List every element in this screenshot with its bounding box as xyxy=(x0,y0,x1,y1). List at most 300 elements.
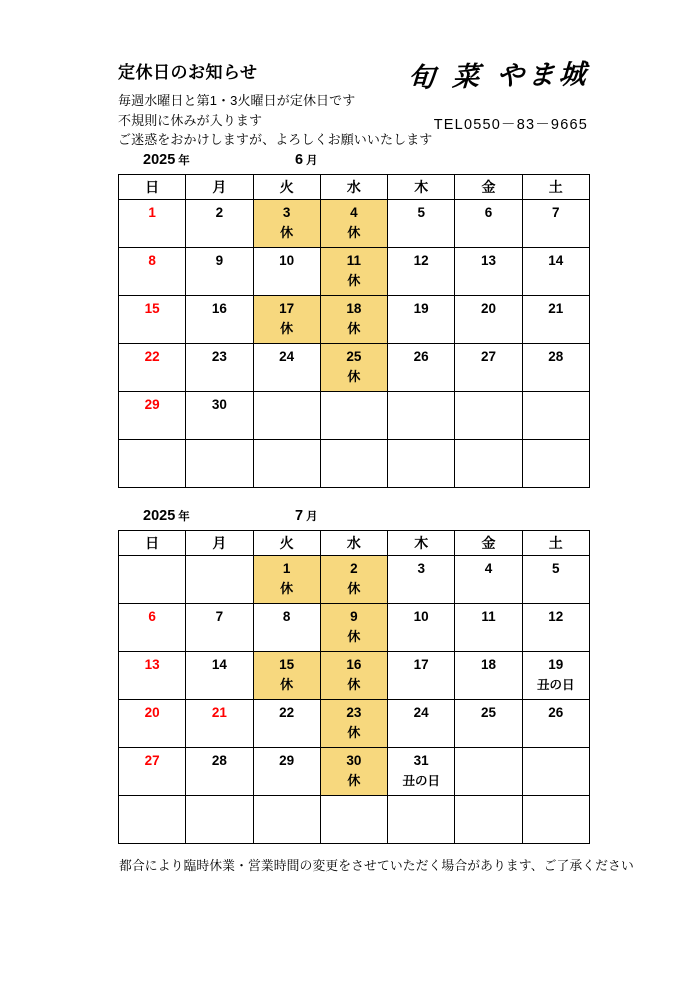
day-number: 13 xyxy=(480,253,496,268)
day-cell-content xyxy=(455,796,521,843)
day-number: 22 xyxy=(279,705,295,720)
calendar-day-cell-july-29[interactable] xyxy=(253,748,320,796)
calendar-day-cell-june-11[interactable] xyxy=(320,248,387,296)
day-cell-content xyxy=(254,796,320,843)
day-number: 5 xyxy=(551,561,560,576)
day-cell-content xyxy=(119,604,185,651)
calendar-day-cell-june-5[interactable] xyxy=(388,200,455,248)
day-number xyxy=(523,796,589,801)
day-cell-content xyxy=(254,296,320,343)
day-number xyxy=(523,392,589,397)
calendar-day-cell-june-7[interactable] xyxy=(522,200,589,248)
calendar-month-june xyxy=(295,152,318,168)
day-cell-content xyxy=(455,344,521,391)
weekday-header-sun: 日 xyxy=(119,175,186,200)
day-cell-content xyxy=(388,652,454,699)
calendar-day-cell-july-16[interactable] xyxy=(320,652,387,700)
day-number: 24 xyxy=(279,349,295,364)
telephone-number: TEL0550－83－9665 xyxy=(433,117,588,133)
calendar-day-cell-july-17[interactable] xyxy=(388,652,455,700)
calendar-day-cell-june-3[interactable] xyxy=(253,200,320,248)
weekday-header-row xyxy=(119,531,590,556)
day-number: 5 xyxy=(417,205,425,220)
calendar-day-cell-july-21[interactable] xyxy=(186,700,253,748)
calendar-week-row xyxy=(119,344,590,392)
calendar-day-cell-july-30[interactable] xyxy=(320,748,387,796)
calendar-day-cell-july-6[interactable] xyxy=(119,604,186,652)
weekday-header-tue: 火 xyxy=(253,531,320,556)
calendar-day-cell-empty xyxy=(455,440,522,488)
day-number: 29 xyxy=(279,753,295,768)
day-number: 25 xyxy=(346,349,362,364)
closed-mark: 休 xyxy=(347,629,361,644)
calendar-day-cell-empty xyxy=(522,796,589,844)
calendar-day-cell-june-6[interactable] xyxy=(455,200,522,248)
notice-line-2: 不規則に休みが入ります xyxy=(118,112,263,128)
calendar-day-cell-empty xyxy=(253,796,320,844)
day-number: 8 xyxy=(148,253,156,268)
calendar-day-cell-july-22[interactable] xyxy=(253,700,320,748)
calendar-day-cell-july-5[interactable] xyxy=(522,556,589,604)
day-number: 28 xyxy=(548,349,564,364)
calendar-day-cell-july-23[interactable] xyxy=(320,700,387,748)
day-cell-content xyxy=(455,200,521,247)
calendar-day-cell-empty xyxy=(388,392,455,440)
weekday-header-thu: 木 xyxy=(388,531,455,556)
calendar-week-row xyxy=(119,248,590,296)
month-unit-label: 月 xyxy=(306,511,318,523)
day-cell-content xyxy=(388,344,454,391)
calendar-day-cell-june-25[interactable] xyxy=(320,344,387,392)
day-number: 12 xyxy=(413,253,429,268)
day-number: 6 xyxy=(148,609,156,624)
calendar-day-cell-july-10[interactable] xyxy=(388,604,455,652)
day-number: 18 xyxy=(346,301,362,316)
calendar-day-cell-july-3[interactable] xyxy=(388,556,455,604)
calendar-day-cell-june-22[interactable] xyxy=(119,344,186,392)
closed-mark: 休 xyxy=(347,225,361,240)
day-cell-content xyxy=(254,700,320,747)
calendar-day-cell-july-27[interactable] xyxy=(119,748,186,796)
day-number: 10 xyxy=(413,609,429,624)
calendar-day-cell-june-29[interactable] xyxy=(119,392,186,440)
calendar-day-cell-empty xyxy=(186,440,253,488)
calendar-day-cell-june-20[interactable] xyxy=(455,296,522,344)
weekday-header-sat: 土 xyxy=(522,175,589,200)
day-number: 6 xyxy=(484,205,493,220)
day-cell-content xyxy=(119,748,185,795)
calendar-day-cell-empty xyxy=(455,796,522,844)
calendar-week-row xyxy=(119,556,590,604)
day-number: 26 xyxy=(413,349,429,364)
calendar-day-cell-empty xyxy=(388,796,455,844)
calendar-day-cell-june-24[interactable] xyxy=(253,344,320,392)
day-number: 14 xyxy=(211,657,227,672)
closed-mark: 休 xyxy=(347,273,361,288)
day-cell-content xyxy=(119,296,185,343)
calendar-day-cell-july-9[interactable] xyxy=(320,604,387,652)
day-number: 18 xyxy=(480,657,496,672)
day-number: 4 xyxy=(484,561,493,576)
day-number: 22 xyxy=(144,349,160,364)
calendar-day-cell-empty xyxy=(119,796,186,844)
calendar-day-cell-empty xyxy=(119,440,186,488)
day-cell-content xyxy=(523,652,589,699)
day-cell-content xyxy=(321,748,387,795)
calendar-caption-june xyxy=(118,152,582,174)
notice-line-3: ご迷惑をおかけしますが、よろしくお願いいたします xyxy=(118,132,433,147)
day-number: 15 xyxy=(279,657,295,672)
day-number xyxy=(186,440,252,445)
day-number: 24 xyxy=(413,705,429,720)
day-cell-content xyxy=(388,748,454,795)
day-cell-content xyxy=(254,248,320,295)
day-cell-content xyxy=(523,700,589,747)
day-number: 26 xyxy=(548,705,564,720)
day-cell-content xyxy=(186,296,252,343)
day-cell-content xyxy=(388,796,454,843)
calendar-day-cell-june-2[interactable] xyxy=(186,200,253,248)
day-cell-content xyxy=(321,344,387,391)
calendar-day-cell-empty xyxy=(522,392,589,440)
day-cell-content xyxy=(254,344,320,391)
notice-line-1: 毎週水曜日と第1・3火曜日が定休日です xyxy=(118,93,356,108)
day-cell-content xyxy=(321,440,387,487)
weekday-header-fri: 金 xyxy=(455,175,522,200)
day-cell-content xyxy=(455,700,521,747)
day-number xyxy=(321,392,387,397)
day-cell-content xyxy=(321,248,387,295)
closed-mark: 休 xyxy=(280,321,294,336)
calendar-day-cell-june-12[interactable] xyxy=(388,248,455,296)
day-number xyxy=(388,440,454,445)
day-number xyxy=(523,440,589,445)
calendar-day-cell-empty xyxy=(455,748,522,796)
day-cell-content xyxy=(388,200,454,247)
weekday-header-sat: 土 xyxy=(522,531,589,556)
day-cell-content xyxy=(186,700,252,747)
document-header xyxy=(118,58,591,148)
day-cell-content xyxy=(455,604,521,651)
brand-logo: 旬 菜 やま城 xyxy=(407,59,591,94)
calendar-week-row xyxy=(119,796,590,844)
day-cell-content xyxy=(119,344,185,391)
day-number: 1 xyxy=(148,205,156,220)
day-cell-content xyxy=(254,604,320,651)
day-cell-content xyxy=(523,748,589,795)
calendar-day-cell-june-26[interactable] xyxy=(388,344,455,392)
page-title: 定休日のお知らせ xyxy=(118,63,258,82)
calendar-day-cell-june-17[interactable] xyxy=(253,296,320,344)
calendar-day-cell-empty xyxy=(186,556,253,604)
day-cell-content xyxy=(523,796,589,843)
day-cell-content xyxy=(321,200,387,247)
day-cell-content xyxy=(186,440,252,487)
day-number: 27 xyxy=(480,349,496,364)
calendar-day-cell-june-15[interactable] xyxy=(119,296,186,344)
day-number: 7 xyxy=(215,609,224,624)
closed-mark: 休 xyxy=(347,677,361,692)
calendar-day-cell-july-26[interactable] xyxy=(522,700,589,748)
weekday-header-row xyxy=(119,175,590,200)
day-cell-content xyxy=(523,200,589,247)
calendar-day-cell-june-21[interactable] xyxy=(522,296,589,344)
calendar-table-july xyxy=(118,530,590,844)
notice-text-block xyxy=(118,91,432,150)
footer-note: 都合により臨時休業・営業時間の変更をさせていただく場合があります、ご了承ください xyxy=(119,858,634,873)
calendar-day-cell-june-16[interactable] xyxy=(186,296,253,344)
day-number: 7 xyxy=(551,205,560,220)
day-number: 3 xyxy=(282,205,291,220)
day-number: 20 xyxy=(144,705,160,720)
calendar-day-cell-empty xyxy=(320,796,387,844)
calendar-day-cell-july-1[interactable] xyxy=(253,556,320,604)
day-cell-content xyxy=(455,652,521,699)
day-cell-content xyxy=(523,248,589,295)
day-number xyxy=(523,748,589,753)
day-number xyxy=(455,440,521,445)
day-number xyxy=(321,796,387,801)
calendar-june xyxy=(118,152,582,488)
calendar-day-cell-empty xyxy=(253,440,320,488)
calendar-day-cell-empty xyxy=(320,440,387,488)
weekday-header-mon: 月 xyxy=(186,531,253,556)
day-cell-content xyxy=(119,556,185,603)
calendar-day-cell-empty xyxy=(253,392,320,440)
day-number: 28 xyxy=(211,753,227,768)
day-cell-content xyxy=(388,700,454,747)
day-cell-content xyxy=(523,344,589,391)
calendar-year-june xyxy=(143,152,190,168)
ox-day-note: 丑の日 xyxy=(536,678,575,692)
day-cell-content xyxy=(186,200,252,247)
day-cell-content xyxy=(254,652,320,699)
day-cell-content xyxy=(388,440,454,487)
day-number xyxy=(388,796,454,801)
calendar-day-cell-july-19[interactable] xyxy=(522,652,589,700)
weekday-header-thu: 木 xyxy=(388,175,455,200)
weekday-header-wed: 水 xyxy=(320,175,387,200)
calendar-week-row xyxy=(119,200,590,248)
day-number xyxy=(186,796,252,801)
day-number xyxy=(321,440,387,445)
weekday-header-tue: 火 xyxy=(253,175,320,200)
calendar-day-cell-empty xyxy=(119,556,186,604)
day-number: 19 xyxy=(413,301,429,316)
calendar-day-cell-july-31[interactable] xyxy=(388,748,455,796)
day-cell-content xyxy=(119,796,185,843)
day-number: 29 xyxy=(144,397,160,412)
closed-mark: 休 xyxy=(347,321,361,336)
day-number xyxy=(254,392,320,397)
day-number: 30 xyxy=(211,397,227,412)
calendar-week-row xyxy=(119,392,590,440)
calendar-day-cell-june-1[interactable] xyxy=(119,200,186,248)
day-cell-content xyxy=(388,604,454,651)
calendar-july xyxy=(118,508,582,844)
day-number: 25 xyxy=(480,705,496,720)
day-cell-content xyxy=(321,604,387,651)
calendar-day-cell-july-28[interactable] xyxy=(186,748,253,796)
day-cell-content xyxy=(119,248,185,295)
calendar-day-cell-empty xyxy=(320,392,387,440)
day-number: 2 xyxy=(215,205,224,220)
calendar-day-cell-june-28[interactable] xyxy=(522,344,589,392)
calendar-day-cell-june-27[interactable] xyxy=(455,344,522,392)
calendar-day-cell-june-18[interactable] xyxy=(320,296,387,344)
day-number: 27 xyxy=(144,753,160,768)
day-cell-content xyxy=(388,392,454,439)
day-number xyxy=(455,748,521,753)
day-cell-content xyxy=(455,556,521,603)
closed-mark: 休 xyxy=(280,225,294,240)
calendar-year-july xyxy=(143,508,190,524)
calendar-day-cell-june-30[interactable] xyxy=(186,392,253,440)
calendar-day-cell-june-4[interactable] xyxy=(320,200,387,248)
closed-mark: 休 xyxy=(347,773,361,788)
day-number: 14 xyxy=(548,253,564,268)
weekday-header-mon: 月 xyxy=(186,175,253,200)
day-cell-content xyxy=(523,392,589,439)
day-cell-content xyxy=(455,248,521,295)
day-number: 17 xyxy=(413,657,429,672)
calendar-day-cell-june-8[interactable] xyxy=(119,248,186,296)
day-cell-content xyxy=(388,248,454,295)
day-cell-content xyxy=(388,556,454,603)
day-number xyxy=(388,392,454,397)
calendar-day-cell-july-13[interactable] xyxy=(119,652,186,700)
calendar-head-june xyxy=(119,175,590,200)
calendar-table-june xyxy=(118,174,590,488)
calendar-year-value: 2025 xyxy=(143,152,176,168)
calendar-week-row xyxy=(119,700,590,748)
calendar-week-row xyxy=(119,296,590,344)
calendar-day-cell-july-14[interactable] xyxy=(186,652,253,700)
calendar-month-value: 7 xyxy=(295,508,304,524)
calendar-day-cell-july-15[interactable] xyxy=(253,652,320,700)
day-number: 11 xyxy=(346,253,362,268)
day-cell-content xyxy=(186,604,252,651)
closed-mark: 休 xyxy=(347,581,361,596)
calendar-day-cell-june-19[interactable] xyxy=(388,296,455,344)
day-number: 19 xyxy=(548,657,564,672)
weekday-header-fri: 金 xyxy=(455,531,522,556)
calendar-day-cell-july-25[interactable] xyxy=(455,700,522,748)
day-cell-content xyxy=(186,556,252,603)
year-unit-label: 年 xyxy=(178,511,190,523)
day-number: 31 xyxy=(413,753,429,768)
calendar-day-cell-july-11[interactable] xyxy=(455,604,522,652)
day-number: 20 xyxy=(480,301,496,316)
calendar-day-cell-july-7[interactable] xyxy=(186,604,253,652)
calendar-day-cell-july-20[interactable] xyxy=(119,700,186,748)
day-cell-content xyxy=(321,652,387,699)
calendar-week-row xyxy=(119,604,590,652)
calendar-body-june xyxy=(119,200,590,488)
day-cell-content xyxy=(523,440,589,487)
day-number: 12 xyxy=(548,609,564,624)
calendar-day-cell-july-4[interactable] xyxy=(455,556,522,604)
day-cell-content xyxy=(523,556,589,603)
calendar-day-cell-empty xyxy=(186,796,253,844)
calendar-day-cell-july-2[interactable] xyxy=(320,556,387,604)
calendar-day-cell-june-14[interactable] xyxy=(522,248,589,296)
calendar-year-value: 2025 xyxy=(143,508,176,524)
calendar-week-row xyxy=(119,652,590,700)
day-cell-content xyxy=(455,440,521,487)
day-number: 9 xyxy=(215,253,224,268)
day-number: 1 xyxy=(282,561,291,576)
day-number xyxy=(186,556,252,561)
day-number: 15 xyxy=(144,301,160,316)
day-cell-content xyxy=(254,392,320,439)
day-number: 10 xyxy=(279,253,295,268)
day-number: 3 xyxy=(417,561,425,576)
calendar-day-cell-july-24[interactable] xyxy=(388,700,455,748)
day-number: 16 xyxy=(211,301,227,316)
day-cell-content xyxy=(119,700,185,747)
calendar-day-cell-june-13[interactable] xyxy=(455,248,522,296)
day-number xyxy=(119,440,185,445)
day-number xyxy=(119,556,185,561)
day-number: 16 xyxy=(346,657,362,672)
calendar-day-cell-june-9[interactable] xyxy=(186,248,253,296)
calendar-day-cell-july-12[interactable] xyxy=(522,604,589,652)
calendar-month-july xyxy=(295,508,318,524)
calendar-day-cell-empty xyxy=(388,440,455,488)
weekday-header-sun: 日 xyxy=(119,531,186,556)
day-number xyxy=(254,440,320,445)
day-number xyxy=(254,796,320,801)
calendar-day-cell-june-10[interactable] xyxy=(253,248,320,296)
day-number: 21 xyxy=(211,705,227,720)
calendar-day-cell-june-23[interactable] xyxy=(186,344,253,392)
day-number: 30 xyxy=(346,753,362,768)
calendar-day-cell-july-8[interactable] xyxy=(253,604,320,652)
calendar-head-july xyxy=(119,531,590,556)
day-cell-content xyxy=(186,344,252,391)
day-number: 4 xyxy=(350,205,358,220)
day-cell-content xyxy=(455,748,521,795)
day-cell-content xyxy=(119,652,185,699)
year-unit-label: 年 xyxy=(178,155,190,167)
day-cell-content xyxy=(321,296,387,343)
day-number xyxy=(119,796,185,801)
calendar-day-cell-empty xyxy=(522,440,589,488)
day-cell-content xyxy=(388,296,454,343)
calendar-month-value: 6 xyxy=(295,152,304,168)
day-number: 23 xyxy=(211,349,227,364)
closed-mark: 休 xyxy=(347,369,361,384)
calendar-day-cell-july-18[interactable] xyxy=(455,652,522,700)
day-number xyxy=(455,796,521,801)
day-cell-content xyxy=(455,296,521,343)
day-cell-content xyxy=(186,748,252,795)
day-number: 17 xyxy=(279,301,295,316)
day-cell-content xyxy=(321,796,387,843)
day-cell-content xyxy=(186,796,252,843)
day-cell-content xyxy=(186,248,252,295)
day-number xyxy=(455,392,521,397)
day-cell-content xyxy=(321,392,387,439)
day-cell-content xyxy=(523,604,589,651)
calendar-body-july xyxy=(119,556,590,844)
day-cell-content xyxy=(321,700,387,747)
day-cell-content xyxy=(254,200,320,247)
day-cell-content xyxy=(455,392,521,439)
closed-mark: 休 xyxy=(280,677,294,692)
month-unit-label: 月 xyxy=(306,155,318,167)
